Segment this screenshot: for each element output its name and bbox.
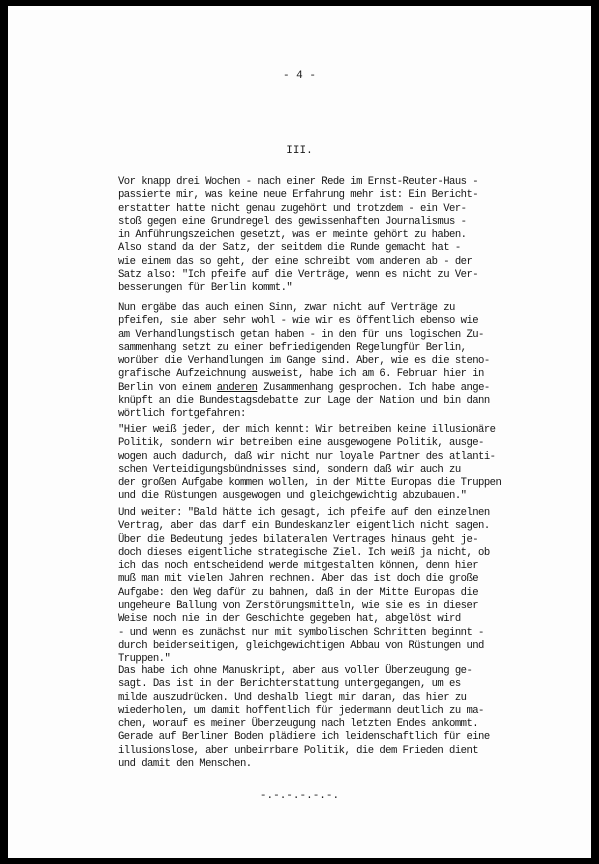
text-line: muß man mit vielen Jahren rechnen. Aber das ist doch die große xyxy=(118,573,479,586)
text-line: durch beiderseitigen, gleichgewichtigen Abbau von Rüstungen und xyxy=(118,639,484,652)
section-heading: III. xyxy=(286,145,313,157)
text-line: Gerade auf Berliner Boden plädiere ich leidenschaftlich für eine xyxy=(118,731,490,744)
text-line: pfeifen, sie aber sehr wohl - wie wir es öffentlich ebenso wie xyxy=(118,315,479,328)
text-line: Politik, sondern wir betreiben eine ausgewogene Politik, ausge- xyxy=(118,437,484,450)
text-line: der großen Aufgabe kommen wollen, in der Mitte Europas die Truppen xyxy=(118,477,502,490)
text-line: Über die Bedeutung jedes bilateralen Vertrages hinaus geht je- xyxy=(118,533,479,546)
text-line: grafische Aufzeichnung ausweist, habe ich am 6. Februar hier in xyxy=(118,368,484,381)
text-line: Berlin von einem anderen Zusammenhang gesprochen. Ich habe ange- xyxy=(118,381,490,394)
text-line: erstatter hatte nicht genau zugehört und trotzdem - ein Ver- xyxy=(118,202,467,215)
text-line: wiederholen, um damit hoffentlich für jedermann deutlich zu ma- xyxy=(118,704,484,717)
text-line: und die Rüstungen ausgewogen und gleichgewichtig abzubauen." xyxy=(118,490,467,503)
document-page xyxy=(8,6,591,858)
text-line: am Verhandlungstisch getan haben - in den für uns logischen Zu- xyxy=(118,328,484,341)
text-line: Das habe ich ohne Manuskript, aber aus voller Überzeugung ge- xyxy=(118,665,473,677)
text-line: "Hier weiß jeder, der mich kennt: Wir betreiben keine illusionäre xyxy=(118,424,496,436)
underlined-word: anderen xyxy=(216,381,258,394)
text-line: ungeheure Ballung von Zerstörungsmitteln, wie sie es in dieser xyxy=(118,600,479,613)
text-line: Und weiter: "Bald hätte ich gesagt, ich pfeife auf den einzelnen xyxy=(118,507,490,519)
text-line: Nun ergäbe das auch einen Sinn, zwar nicht auf Verträge zu xyxy=(118,302,455,314)
text-line: in Anführungszeichen gesetzt, was er meinte gehört zu haben. xyxy=(118,229,467,242)
text-line: Satz also: "Ich pfeife auf die Verträge, wenn es nicht zu Ver- xyxy=(118,269,479,282)
text-line: - und wenn es zunächst nur mit symbolischen Schritten beginnt - xyxy=(118,626,484,639)
text-line: besserungen für Berlin kommt." xyxy=(118,282,293,295)
text-line: chen, worauf es meiner Überzeugung nach letzten Endes ankommt. xyxy=(118,718,479,731)
end-mark: -.-.-.-.-.-. xyxy=(259,790,340,802)
text-line: Vor knapp drei Wochen - nach einer Rede im Ernst-Reuter-Haus - xyxy=(118,176,479,188)
text-line: knüpft an die Bundestagsdebatte zur Lage der Nation und bin dann xyxy=(118,395,490,408)
text-line: doch dieses eigentliche strategische Ziel. Ich weiß ja nicht, ob xyxy=(118,546,490,559)
text-line: sammenhang setzt zu einer befriedigenden Regelungfür Berlin, xyxy=(118,341,467,354)
text-line: Weise noch nie in der Geschichte gegeben hat, abgelöst wird xyxy=(118,613,461,626)
text-line: und damit den Menschen. xyxy=(118,758,252,771)
text-line: wörtlich fortgefahren: xyxy=(118,408,246,421)
page-number: - 4 - xyxy=(282,70,316,82)
paragraph-3 xyxy=(118,424,588,504)
text-line: sagt. Das ist in der Berichterstattung untergegangen, um es xyxy=(118,678,461,691)
text-line: stoß gegen eine Grundregel des gewissenhaften Journalismus - xyxy=(118,215,467,228)
text-line: Also stand da der Satz, der seitdem die Runde gemacht hat - xyxy=(118,242,461,255)
text-line: wie einem das so geht, der eine schreibt vom anderen ab - der xyxy=(118,255,473,268)
text-line: wogen auch dadurch, daß wir nicht nur loyale Partner des atlanti- xyxy=(118,450,496,463)
text-line: worüber die Verhandlungen im Gange sind. Aber, wie es die steno- xyxy=(118,355,490,368)
paragraph-1 xyxy=(118,176,588,296)
text-line: ich das noch entscheidend werde mitgestalten können, denn hier xyxy=(118,560,479,573)
text-line: passierte mir, was keine neue Erfahrung mehr ist: Ein Bericht- xyxy=(118,189,479,202)
text-line: Aufgabe: den Weg dafür zu bahnen, daß in der Mitte Europas die xyxy=(118,586,479,599)
paragraph-4 xyxy=(118,507,588,667)
paragraph-5 xyxy=(118,665,588,771)
paragraph-2 xyxy=(118,302,588,422)
text-line: Vertrag, aber das darf ein Bundeskanzler eigentlich nicht sagen. xyxy=(118,520,490,533)
text-line: illusionslose, aber unbeirrbare Politik, die dem Frieden dient xyxy=(118,744,479,757)
text-line: schen Verteidigungsbündnisses sind, sondern daß wir auch zu xyxy=(118,463,461,476)
text-line: Truppen." xyxy=(118,653,171,666)
text-line: milde auszudrücken. Und deshalb liegt mir daran, das hier zu xyxy=(118,691,467,704)
